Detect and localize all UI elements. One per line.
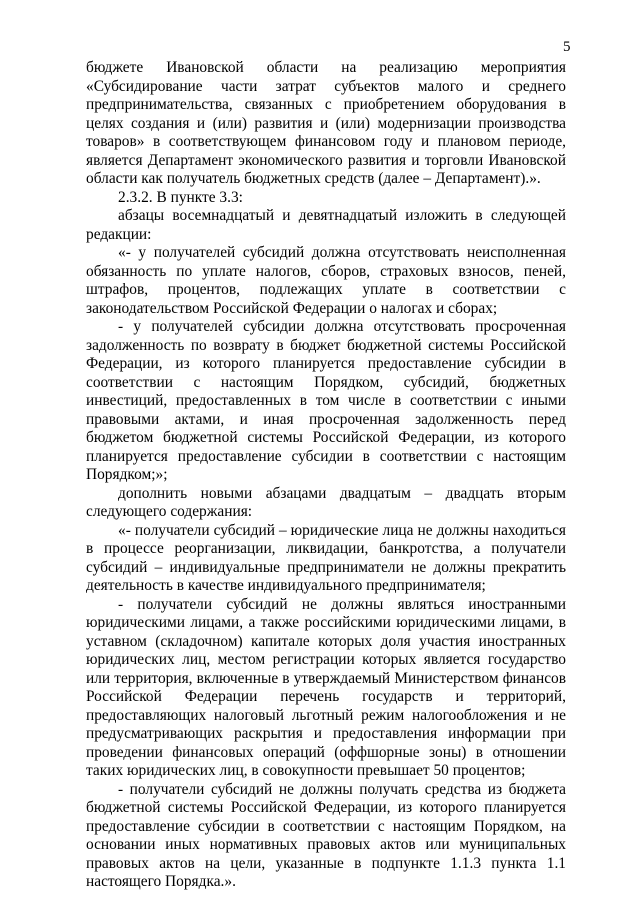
paragraph-tax-arrears: «- у получателей субсидий должна отсутствовать неисполненная обязанность по уплате налогов, сборов, страховых взносов, пеней, штрафов, процентов, подлежащих уплате в соответствии с законодательством Российской Федерации о налогах и сборах; bbox=[86, 244, 566, 317]
paragraph-other-funds: - получатели субсидий не должны получать средства из бюджета бюджетной системы Российской Федерации, из которого планируется предоставление субсидии в соответствии с настоящим Порядком, на основании иных нормативных правовых актов или муниципальных правовых актов на цели, указанные в подпункте 1.1.3 пункта 1.1 настоящего Порядка.». bbox=[86, 780, 566, 890]
document-body bbox=[86, 59, 566, 892]
paragraph-subclause-heading: 2.3.2. В пункте 3.3: bbox=[118, 188, 243, 206]
paragraph-reorganization: «- получатели субсидий – юридические лица не должны находиться в процессе реорганизации, ликвидации, банкротства, а получатели субсидий – индивидуальные предприниматели не должны прекратить деятельность в качестве индивидуального предпринимателя; bbox=[86, 521, 566, 594]
paragraph-foreign-entities: - получатели субсидий не должны являться иностранными юридическими лицами, а также российскими юридическими лицами, в уставном (складочном) капитале которых доля участия иностранных юридических лиц, местом регистрации которых является государство или территория, включенные в утверждаемый Министерством финансов Российской Федерации перечень государств и территорий, предоставляющих налоговый льготный режим налогообложения и не предусматривающих раскрытия и предоставления информации при проведении финансовых операций (оффшорные зоны) в отношении таких юридических лиц, в совокупности превышает 50 процентов; bbox=[86, 595, 566, 779]
paragraph-continuation: бюджете Ивановской области на реализацию мероприятия «Субсидирование части затрат субъектов малого и среднего предпринимательства, связанных с приобретением оборудования в целях создания и (или) развития и (или) модернизации производства товаров» в соответствующем финансовом году и плановом периоде, является Департамент экономического развития и торговли Ивановской области как получатель бюджетных средств (далее – Департамент).». bbox=[86, 59, 566, 187]
paragraph-addition-intro: дополнить новыми абзацами двадцатым – двадцать вторым следующего содержания: bbox=[86, 484, 566, 520]
paragraph-budget-arrears: - у получателей субсидии должна отсутствовать просроченная задолженность по возврату в бюджет бюджетной системы Российской Федерации, из которого планируется предоставление субсидии в соответствии с настоящим Порядком, субсидий, бюджетных инвестиций, предоставленных в том числе в соответствии с иными правовыми актами, и иная просроченная задолженность перед бюджетом бюджетной системы Российской Федерации, из которого планируется предоставление субсидии в соответствии с настоящим Порядком;»; bbox=[86, 318, 566, 483]
paragraph-amendment-intro: абзацы восемнадцатый и девятнадцатый изложить в следующей редакции: bbox=[86, 207, 566, 243]
page-number: 5 bbox=[563, 39, 571, 55]
